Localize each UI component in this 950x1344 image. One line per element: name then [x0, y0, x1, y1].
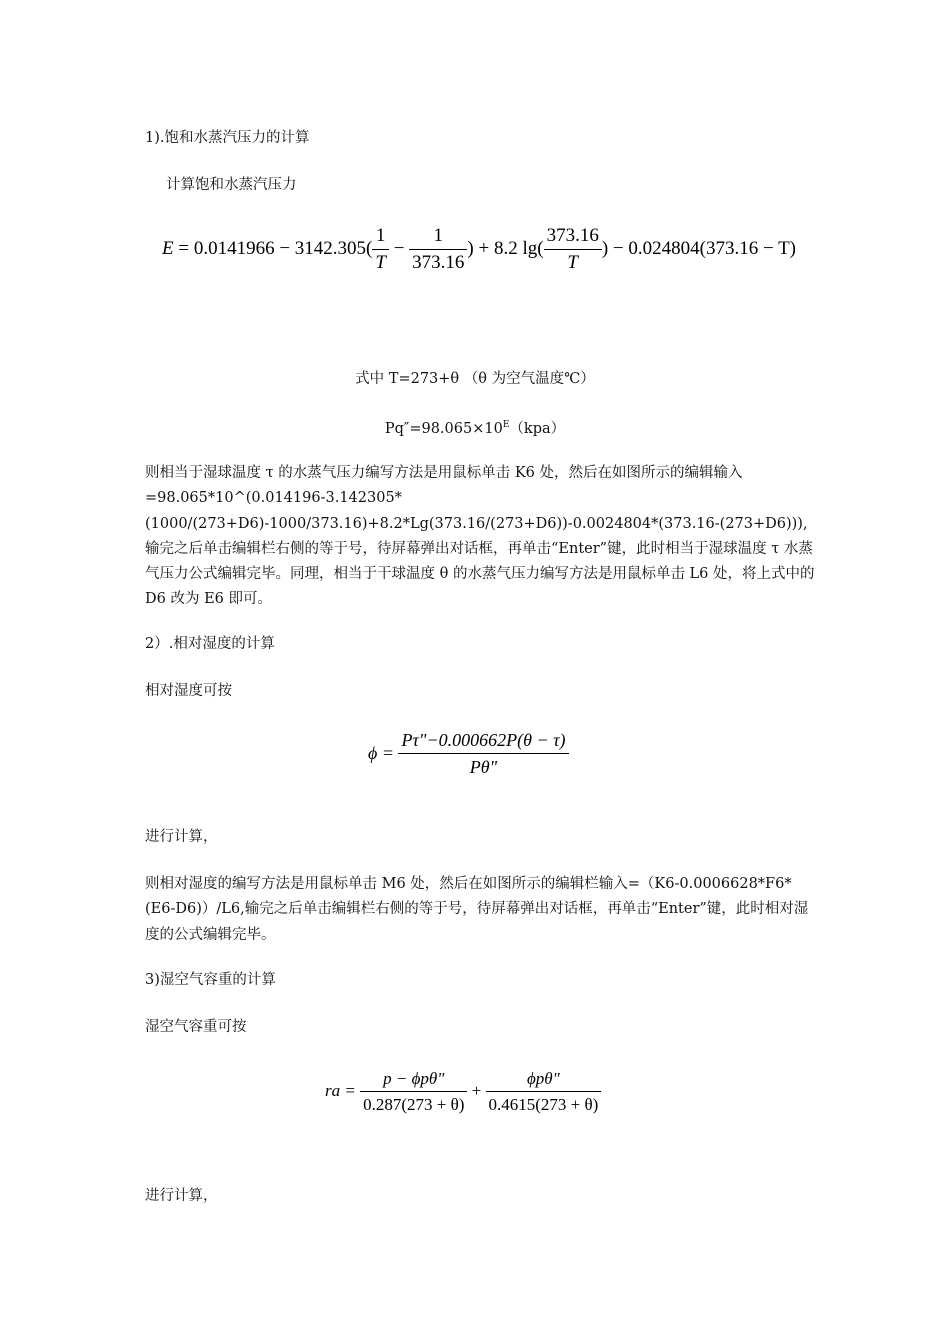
- fraction-numerator: p − ϕpθ": [383, 1068, 445, 1088]
- formula-tail: ) − 0.024804(373.16 − T): [601, 238, 797, 259]
- fraction-denominator: 0.4615(273 + θ): [486, 1091, 602, 1117]
- section2-after: 进行计算，: [145, 829, 218, 845]
- formula-minus-2: −: [393, 238, 405, 259]
- section2-paragraph: 则相对湿度的编写方法是用鼠标单击 M6 处，然后在如图所示的编辑栏输入=（K6-0.0006628*F6*(E6-D6)）/L6,输完之后单击编辑栏右侧的等于号，待屏幕弹出对话框，再单击“Enter”键，此时相对湿度的公式编辑完毕。: [145, 876, 809, 943]
- formula-air-density: [325, 1060, 635, 1122]
- fraction-one-over-T: [372, 223, 389, 276]
- formula-ra: ra =: [325, 1081, 356, 1100]
- formula-coef: 3142.305(: [294, 238, 373, 259]
- fraction-numerator: Pτ"−0.000662P(θ − τ): [401, 729, 566, 750]
- fraction-37316-over-T: [544, 223, 602, 276]
- section1-paragraph: 则相当于湿球温度 τ 的水蒸气压力编写方法是用鼠标单击 K6 处，然后在如图所示的编辑输入=98.065*10^(0.014196-3.142305*(1000/(273+D6)-1000/373.16)+8.2*Lg(373.16/(273+D6))-0.0024804*(373.16-(273+D6))),输完之后单击编辑栏右侧的等于号，待屏幕弹出对话框，再单击“Enter”键，此时相当于湿球温度 τ 水蒸气压力公式编辑完毕。同理，相当于干球温度 θ 的水蒸气压力编写方法是用鼠标单击 L6 处，将上式中的 D6 改为 E6 即可。: [145, 465, 815, 608]
- formula-phi: ϕ =: [368, 743, 394, 763]
- fraction-denominator: T: [544, 249, 602, 276]
- section3-heading: 3)湿空气容重的计算: [145, 972, 276, 988]
- fraction-numerator: 1: [433, 225, 444, 247]
- fraction-denominator: 373.16: [409, 249, 467, 276]
- where-line: 式中 T=273+θ （θ 为空气温度℃）: [355, 371, 595, 387]
- section2-heading: 2）.相对湿度的计算: [145, 636, 275, 652]
- formula-relative-humidity: [368, 722, 598, 784]
- pq-suffix: （kpa）: [509, 420, 566, 437]
- section2-intro: 相对湿度可按: [145, 683, 232, 699]
- fraction-dry-part: [360, 1066, 467, 1117]
- formula-saturation-pressure: [162, 218, 802, 280]
- formula-mid: ) + 8.2 lg(: [467, 238, 544, 259]
- fraction-numerator: 1: [375, 225, 386, 247]
- pq-exponent: E: [502, 420, 510, 430]
- formula-eq: =: [178, 238, 190, 259]
- fraction-vapour-part: [486, 1066, 602, 1117]
- fraction-numerator: 373.16: [546, 225, 599, 247]
- fraction-numerator: ϕpθ": [527, 1068, 560, 1088]
- fraction-one-over-37316: [409, 223, 467, 276]
- formula-plus: +: [471, 1081, 482, 1100]
- section3-intro: 湿空气容重可按: [145, 1019, 247, 1035]
- fraction-denominator: T: [372, 249, 389, 276]
- section1-heading: 1).饱和水蒸汽压力的计算: [145, 130, 310, 146]
- section1-intro: 计算饱和水蒸汽压力: [166, 177, 297, 193]
- fraction-denominator: 0.287(273 + θ): [360, 1091, 467, 1117]
- formula-lhs: E: [162, 238, 174, 259]
- fraction-denominator: Pθ": [398, 753, 568, 780]
- formula-minus: −: [279, 238, 291, 259]
- fraction-humidity: [398, 727, 568, 780]
- pq-prefix: Pq″=98.065×10: [384, 420, 503, 437]
- pq-line: [0, 413, 950, 442]
- formula-const: 0.0141966: [193, 238, 275, 259]
- section3-after: 进行计算，: [145, 1188, 218, 1204]
